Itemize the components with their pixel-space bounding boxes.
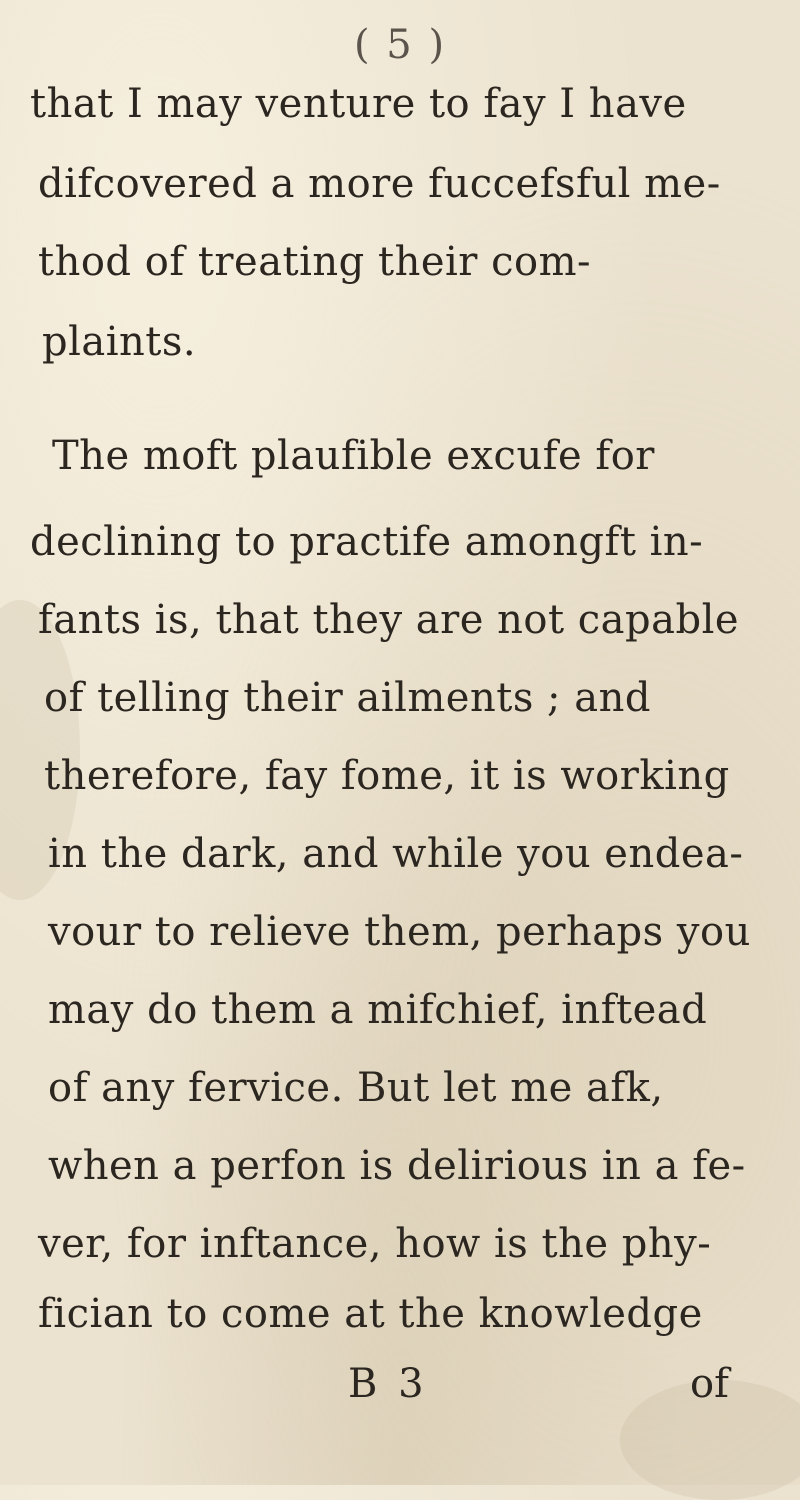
text-line: plaints. [42,319,197,365]
text-line: in the dark, and while you endea- [48,831,744,877]
signature-mark: B 3 [348,1361,428,1407]
text-line: The moft plaufible excufe for [52,433,655,479]
catchword: of [690,1361,729,1407]
text-line: may do them a mifchief, inftead [48,987,708,1033]
text-line: difcovered a more fuccefsful me- [38,161,721,207]
text-line: declining to practife amongft in- [30,519,704,565]
text-line: fants is, that they are not capable [38,597,740,643]
text-line: of any fervice. But let me afk, [48,1065,664,1111]
text-line: thod of treating their com- [38,239,592,285]
text-line: when a perfon is delirious in a fe- [48,1143,746,1189]
text-line: that I may venture to fay I have [30,81,687,127]
text-line: of telling their ailments ; and [44,675,651,721]
text-line: therefore, fay fome, it is working [44,753,730,799]
text-line: fician to come at the knowledge [38,1291,703,1337]
text-line: ver, for inftance, how is the phy- [38,1221,712,1267]
text-line: vour to relieve them, perhaps you [48,909,751,955]
page-number: ( 5 ) [353,22,447,68]
